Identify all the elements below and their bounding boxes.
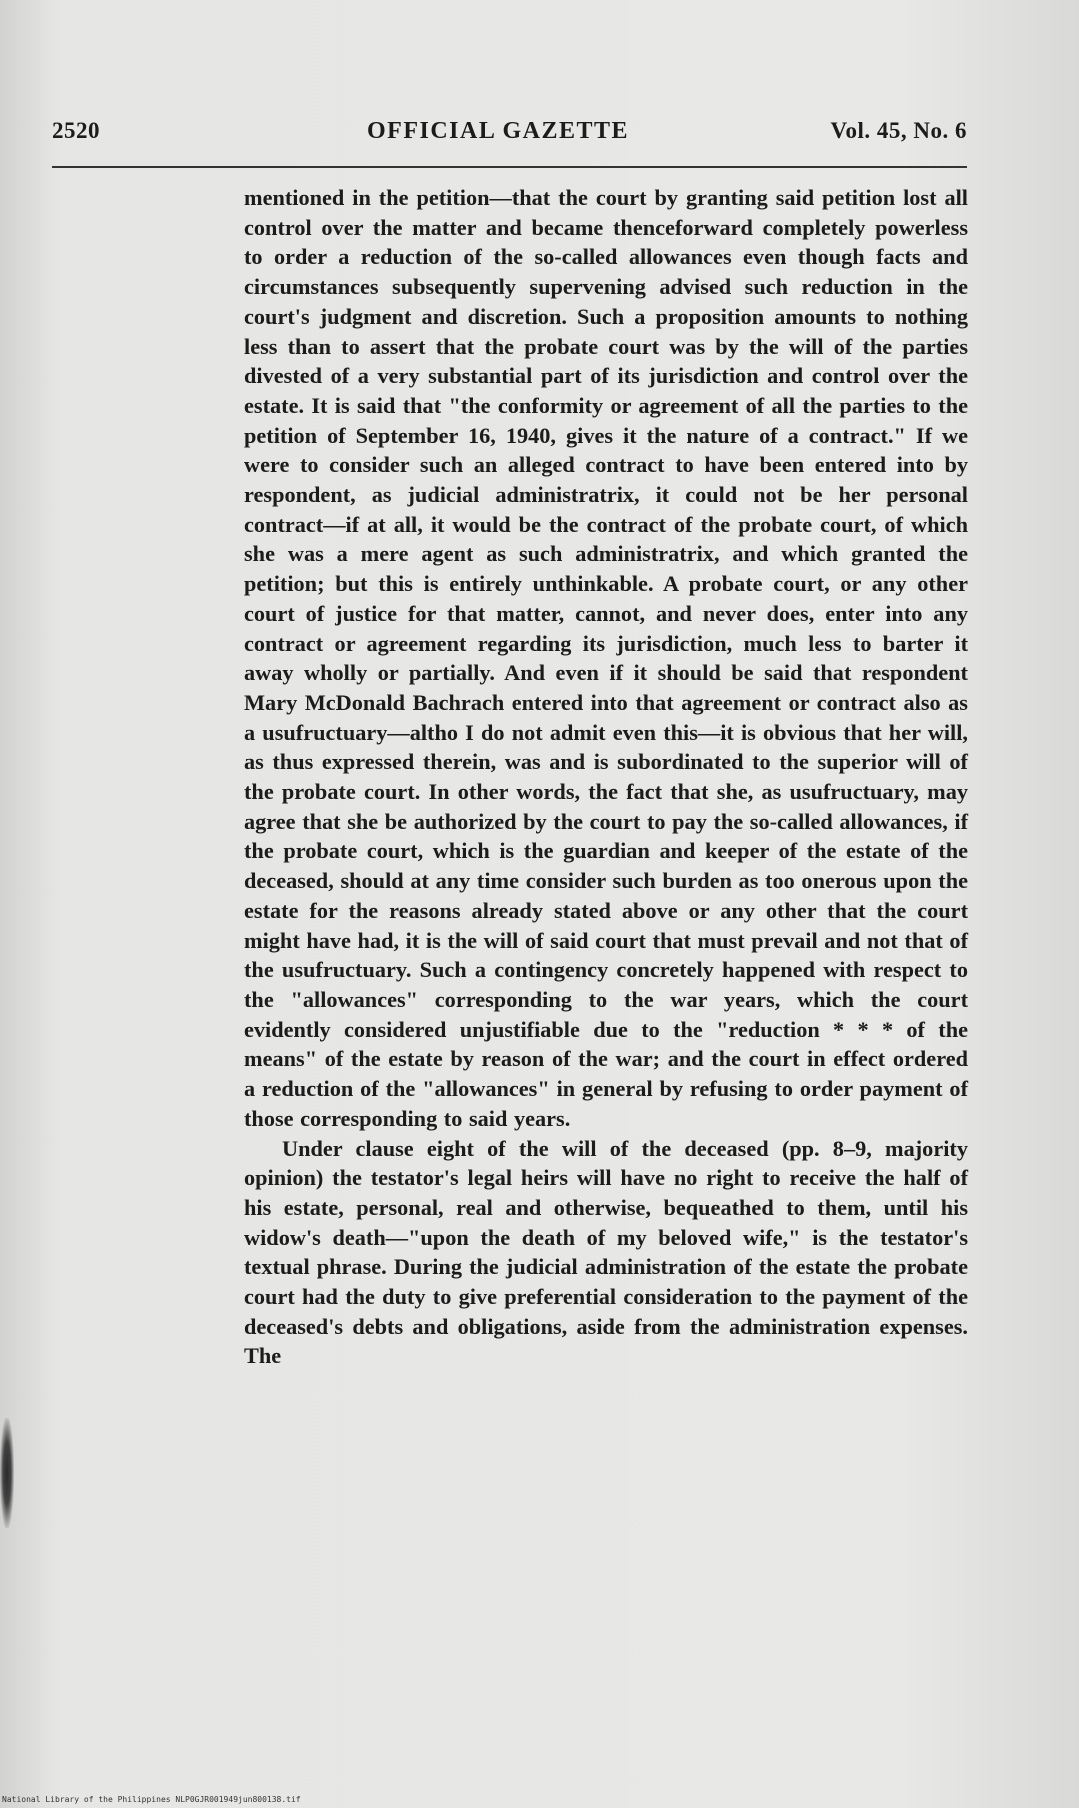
page-number: 2520 xyxy=(52,118,100,143)
body-text xyxy=(244,183,968,1371)
volume-info: Vol. 45, No. 6 xyxy=(830,118,967,143)
running-title: OFFICIAL GAZETTE xyxy=(367,118,630,144)
paragraph-1: mentioned in the petition—that the court by granting said petition lost all control over the matter and became thenceforward completely powerless to order a reduction of the so-called allowances even though facts and circumstances subsequently supervening advised such reduction in the court's judgment and discretion. Such a proposition amounts to nothing less than to assert that the probate court was by the will of the parties divested of a very substantial part of its jurisdiction and control over the estate. It is said that "the conformity or agreement of all the parties to the petition of September 16, 1940, gives it the nature of a contract." If we were to consider such an alleged contract to have been entered into by respondent, as judicial administratrix, it could not be her personal contract—if at all, it would be the contract of the probate court, of which she was a mere agent as such administratrix, and which granted the petition; but this is entirely unthinkable. A probate court, or any other court of justice for that matter, cannot, and never does, enter into any contract or agreement regarding its jurisdiction, much less to barter it away wholly or partially. And even if it should be said that respondent Mary McDonald Bachrach entered into that agreement or contract also as a usufructuary—altho I do not admit even this—it is obvious that her will, as thus expressed therein, was and is subordinated to the superior will of the probate court. In other words, the fact that she, as usufructuary, may agree that she be authorized by the court to pay the so-called allowances, if the probate court, which is the guardian and keeper of the estate of the deceased, should at any time consider such burden as too onerous upon the estate for the reasons already stated above or any other that the court might have had, it is the will of said court that must prevail and not that of the usufructuary. Such a contingency concretely happened with respect to the "allowances" corresponding to the war years, which the court evidently considered unjustifiable due to the "reduction * * * of the means" of the estate by reason of the war; and the court in effect ordered a reduction of the "allowances" in general by refusing to order payment of those corresponding to said years. xyxy=(244,185,968,1131)
header-divider xyxy=(52,166,967,168)
page-header xyxy=(52,118,967,154)
paragraph-2: Under clause eight of the will of the deceased (pp. 8–9, majority opinion) the testator's legal heirs will have no right to receive the half of his estate, personal, real and otherwise, bequeathed to them, until his widow's death—"upon the death of my beloved wife," is the testator's textual phrase. During the judicial administration of the estate the probate court had the duty to give preferential consideration to the payment of the deceased's debts and obligations, aside from the administration expenses. The xyxy=(244,1135,968,1369)
binding-mark xyxy=(0,1418,14,1528)
scan-footer-note: National Library of the Philippines NLP0GJR001949jun800138.tif xyxy=(2,1795,301,1804)
